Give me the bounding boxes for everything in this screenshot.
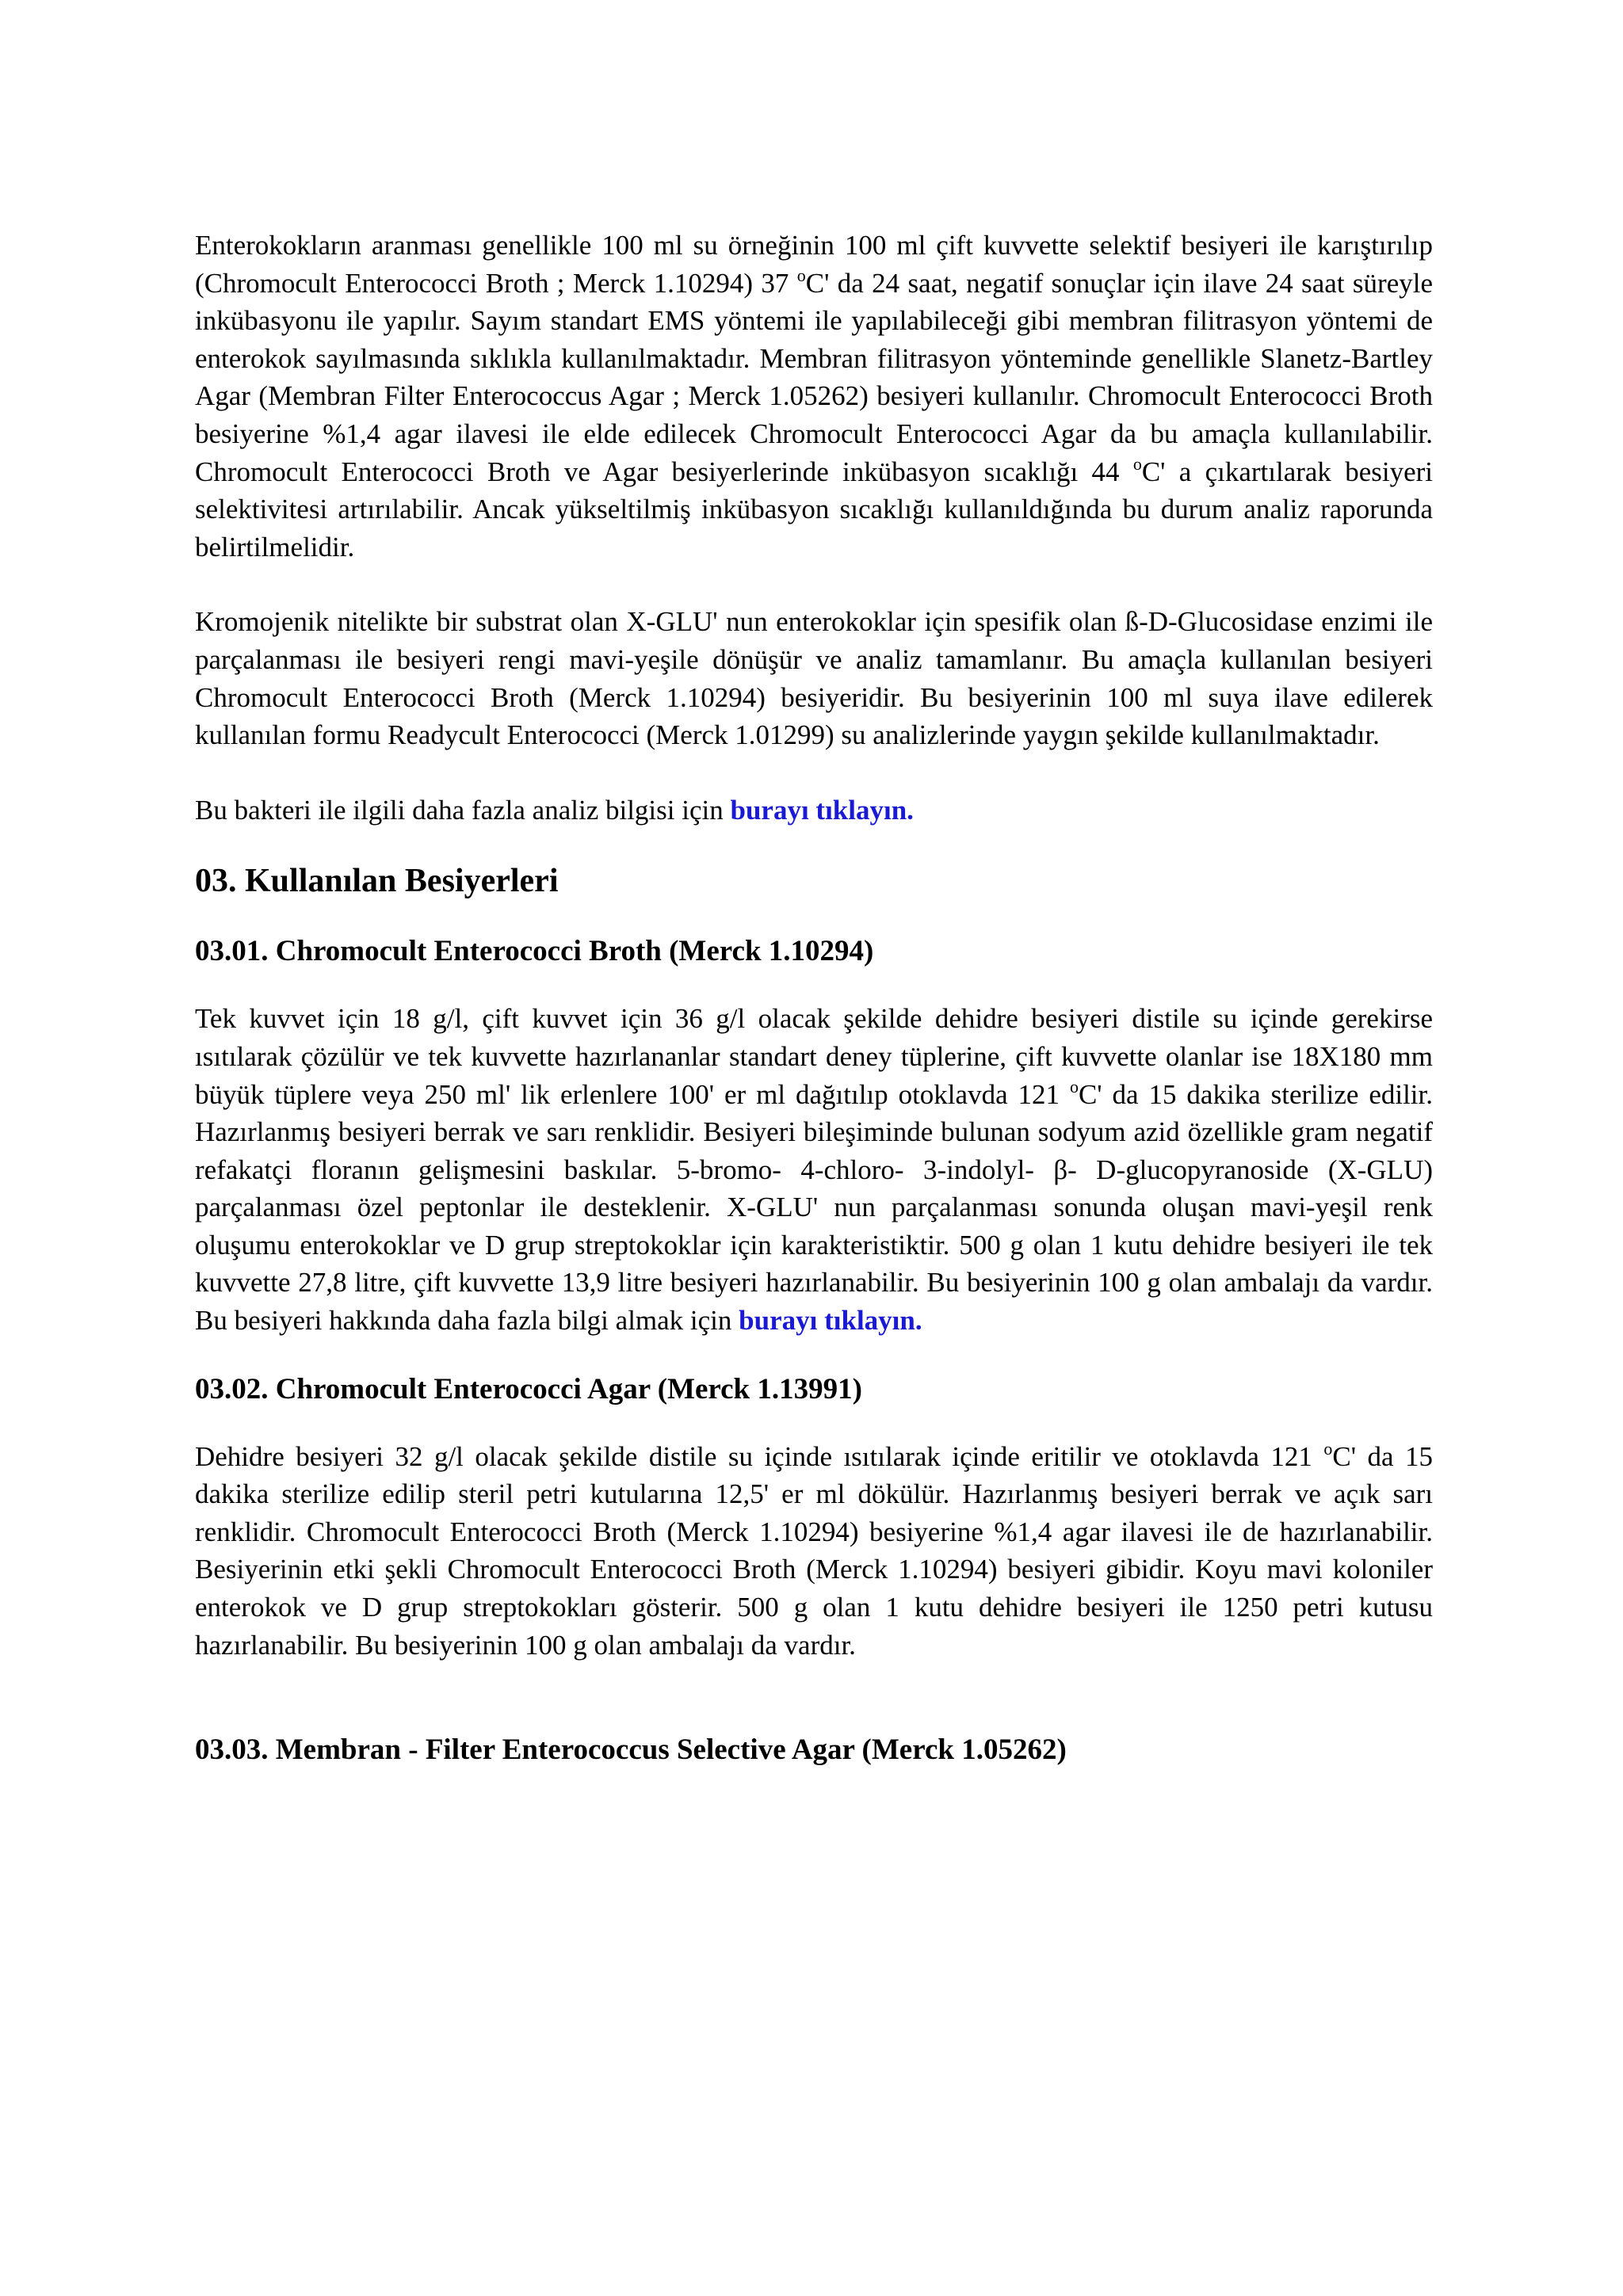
text-run: Tek kuvvet için 18 g/l, çift kuvvet için 36 g/l olacak şekilde dehidre besiyeri distile su içinde gerekirse ısıtılarak çözülür ve tek kuvvette hazırlananlar standart deney tüplerine, çift kuvvette olanlar ise 18X180 mm büyük tüplere veya 250 ml' lik erlenlere 100' er ml dağıtılıp otoklavda 121: [195, 1003, 1433, 1110]
paragraph-0301: [195, 1000, 1433, 1339]
superscript: o: [1323, 1438, 1333, 1459]
subsection-title-0302: 03.02. Chromocult Enterococci Agar (Merck 1.13991): [195, 1372, 862, 1405]
text-run: Dehidre besiyeri 32 g/l olacak şekilde distile su içinde ısıtılarak içinde eritilir ve otoklavda 121: [195, 1440, 1324, 1472]
more-info-link[interactable]: burayı tıklayın.: [730, 794, 914, 826]
text-run: Bu bakteri ile ilgili daha fazla analiz bilgisi için: [195, 794, 731, 826]
text-run: C' a çıkartılarak besiyeri selektivitesi artırılabilir. Ancak yükseltilmiş inkübasyon sıcaklığı kullanıldığında bu durum analiz raporunda belirtilmelidir.: [195, 456, 1433, 563]
intro-paragraph-1: [195, 227, 1433, 566]
broth-info-link[interactable]: burayı tıklayın.: [739, 1305, 922, 1337]
intro-paragraph-2: Kromojenik nitelikte bir substrat olan X-GLU' nun enterokoklar için spesifik olan ß-D-Glucosidase enzimi ile parçalanması ile besiyeri rengi mavi-yeşile dönüşür ve analiz tamamlanır. Bu amaçla kullanılan besiyeri Chromocult Enterococci Broth (Merck 1.10294) besiyeridir. Bu besiyerinin 100 ml suya ilave edilerek kullanılan formu Readycult Enterococci (Merck 1.01299) su analizlerinde yaygın şekilde kullanılmaktadır.: [195, 606, 1433, 751]
intro-paragraph-3: [195, 791, 1433, 830]
superscript: o: [1132, 453, 1142, 474]
text-run: Enterokokların aranması genellikle 100 ml su örneğinin 100 ml çift kuvvette selektif besiyeri ile karıştırılıp (Chromocult Enterococci Broth ; Merck 1.10294) 37: [195, 230, 1433, 299]
text-run: C' da 15 dakika sterilize edilir. Hazırlanmış besiyeri berrak ve sarı renklidir. Besiyeri bileşiminde bulunan sodyum azid özellikle gram negatif refakatçi floranın gelişmesini baskılar. 5-bromo- 4-chloro- 3-indolyl- β- D-glucopyranoside (X-GLU) parçalanması özel peptonlar ile desteklenir. X-GLU' nun parçalanması sonunda oluşan mavi-yeşil renk oluşumu enterokoklar ve D grup streptokoklar için karakteristiktir. 500 g olan 1 kutu dehidre besiyeri ile tek kuvvette 27,8 litre, çift kuvvette 13,9 litre besiyeri hazırlanabilir. Bu besiyerinin 100 g olan ambalajı da vardır. Bu besiyeri hakkında daha fazla bilgi almak için: [195, 1078, 1433, 1337]
section-title: 03. Kullanılan Besiyerleri: [195, 863, 559, 900]
superscript: o: [1069, 1076, 1079, 1097]
superscript: o: [796, 265, 806, 285]
document-page: [195, 227, 1433, 1770]
text-run: C' da 24 saat, negatif sonuçlar için ilave 24 saat süreyle inkübasyonu ile yapılır. Sayım standart EMS yöntemi ile yapılabileceği gibi membran filitrasyon yöntemi de enterokok sayılmasında sıklıkla kullanılmaktadır. Membran filitrasyon yönteminde genellikle Slanetz-Bartley Agar (Membran Filter Enterococcus Agar ; Merck 1.05262) besiyeri kullanılır. Chromocult Enterococci Broth besiyerine %1,4 agar ilavesi ile elde edilecek Chromocult Enterococci Agar da bu amaçla kullanılabilir. Chromocult Enterococci Broth ve Agar besiyerlerinde inkübasyon sıcaklığı 44: [195, 267, 1433, 487]
text-run: C' da 15 dakika sterilize edilip steril petri kutularına 12,5' er ml dökülür. Hazırlanmış besiyeri berrak ve açık sarı renklidir. Chromocult Enterococci Broth (Merck 1.10294) besiyerine %1,4 agar ilavesi ile de hazırlanabilir. Besiyerinin etki şekli Chromocult Enterococci Broth (Merck 1.10294) besiyeri gibidir. Koyu mavi koloniler enterokok ve D grup streptokokları gösterir. 500 g olan 1 kutu dehidre besiyeri ile 1250 petri kutusu hazırlanabilir. Bu besiyerinin 100 g olan ambalajı da vardır.: [195, 1440, 1434, 1661]
subsection-title-0303: 03.03. Membran - Filter Enterococcus Selective Agar (Merck 1.05262): [195, 1733, 1067, 1767]
paragraph-0302: [195, 1438, 1433, 1665]
subsection-title-0301: 03.01. Chromocult Enterococci Broth (Merck 1.10294): [195, 935, 874, 968]
